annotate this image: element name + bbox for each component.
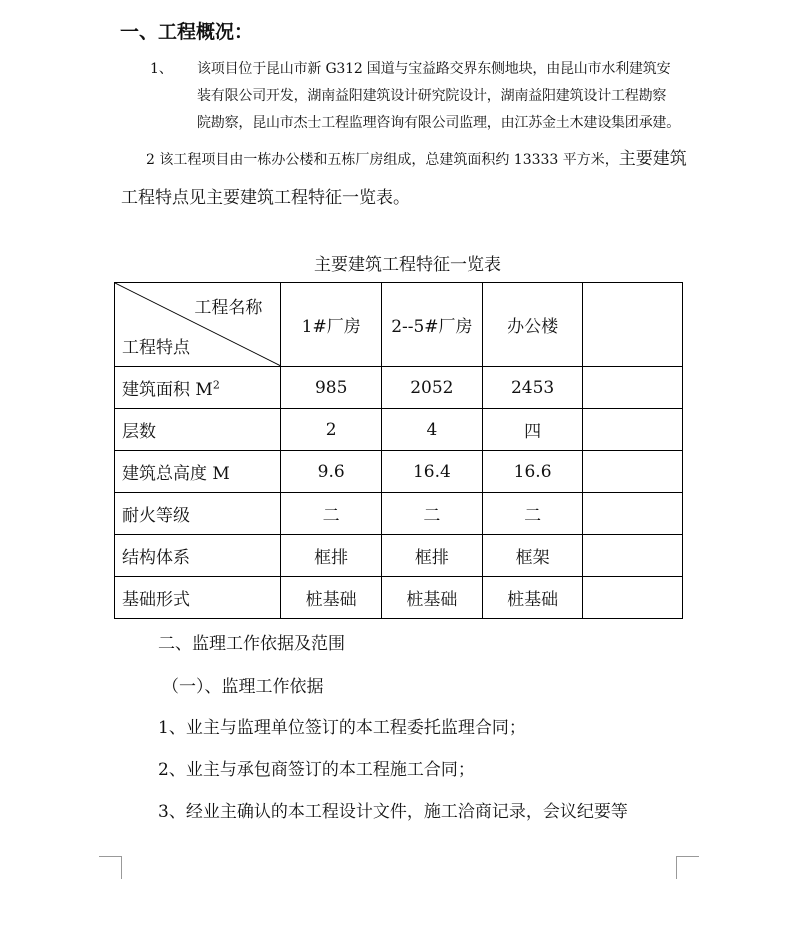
column-header: 1#厂房 — [281, 283, 382, 367]
table-row — [115, 451, 683, 493]
table-cell — [583, 535, 683, 577]
section-heading-overview: 一、工程概况： — [120, 21, 254, 43]
paragraph-item2 — [146, 144, 687, 169]
table-cell: 二 — [382, 493, 483, 535]
item2-text: 2 该工程项目由一栋办公楼和五栋厂房组成，总建筑面积约 13333 平方米， — [146, 152, 619, 168]
table-cell: 16.4 — [382, 451, 483, 493]
paragraph-line: 该项目位于昆山市新 G312 国道与宝益路交界东侧地块，由昆山市水利建筑安 — [197, 61, 671, 77]
table-corner-cell — [115, 283, 281, 367]
table-cell: 2453 — [482, 367, 583, 409]
row-label: 耐火等级 — [115, 493, 281, 535]
paragraph-line: 院勘察，昆山市杰士工程监理咨询有限公司监理，由江苏金土木建设集团承建。 — [197, 115, 680, 131]
table-row — [115, 409, 683, 451]
page-margin-corner-right — [676, 856, 699, 879]
table-cell: 二 — [281, 493, 382, 535]
table-header-row — [115, 283, 683, 367]
table-cell: 2052 — [382, 367, 483, 409]
table-cell: 桩基础 — [482, 577, 583, 619]
row-label: 基础形式 — [115, 577, 281, 619]
row-label — [115, 367, 281, 409]
table-cell: 16.6 — [482, 451, 583, 493]
table-row — [115, 367, 683, 409]
superscript: 2 — [212, 378, 220, 392]
item2-text-large: 主要建筑 — [618, 149, 687, 169]
table-row — [115, 577, 683, 619]
page-margin-corner-left — [99, 856, 122, 879]
table-cell: 2 — [281, 409, 382, 451]
list-item: 1、业主与监理单位签订的本工程委托监理合同； — [158, 718, 526, 738]
row-label: 结构体系 — [115, 535, 281, 577]
item-number: 1、 — [150, 61, 173, 77]
row-label-text: 建筑面积 M — [122, 380, 213, 400]
row-label: 建筑总高度 M — [115, 451, 281, 493]
table-cell — [583, 367, 683, 409]
table-row — [115, 535, 683, 577]
paragraph-item2-cont: 工程特点见主要建筑工程特征一览表。 — [121, 188, 410, 208]
table-row — [115, 493, 683, 535]
table-cell: 框排 — [281, 535, 382, 577]
table-cell: 9.6 — [281, 451, 382, 493]
table-cell — [583, 493, 683, 535]
paragraph-line: 装有限公司开发，湖南益阳建筑设计研究院设计，湖南益阳建筑设计工程勘察 — [197, 88, 667, 104]
table-cell — [583, 409, 683, 451]
table-cell: 桩基础 — [382, 577, 483, 619]
table-cell: 框架 — [482, 535, 583, 577]
table-cell — [583, 451, 683, 493]
list-item: 3、经业主确认的本工程设计文件，施工洽商记录，会议纪要等 — [158, 802, 628, 822]
section-heading-basis: 二、监理工作依据及范围 — [158, 634, 345, 654]
table-cell — [583, 577, 683, 619]
corner-top-label: 工程名称 — [194, 298, 263, 318]
row-label: 层数 — [115, 409, 281, 451]
column-header: 办公楼 — [482, 283, 583, 367]
feature-table — [114, 282, 683, 619]
column-header: 2--5#厂房 — [382, 283, 483, 367]
table-cell: 框排 — [382, 535, 483, 577]
table-cell: 985 — [281, 367, 382, 409]
table-cell: 4 — [382, 409, 483, 451]
table-caption: 主要建筑工程特征一览表 — [314, 255, 501, 275]
table-cell: 桩基础 — [281, 577, 382, 619]
list-item: 2、业主与承包商签订的本工程施工合同； — [158, 760, 475, 780]
column-header — [583, 283, 683, 367]
table-cell: 四 — [482, 409, 583, 451]
corner-bottom-label: 工程特点 — [122, 338, 190, 358]
subsection-heading: （一）、监理工作依据 — [162, 677, 324, 697]
table-cell: 二 — [482, 493, 583, 535]
